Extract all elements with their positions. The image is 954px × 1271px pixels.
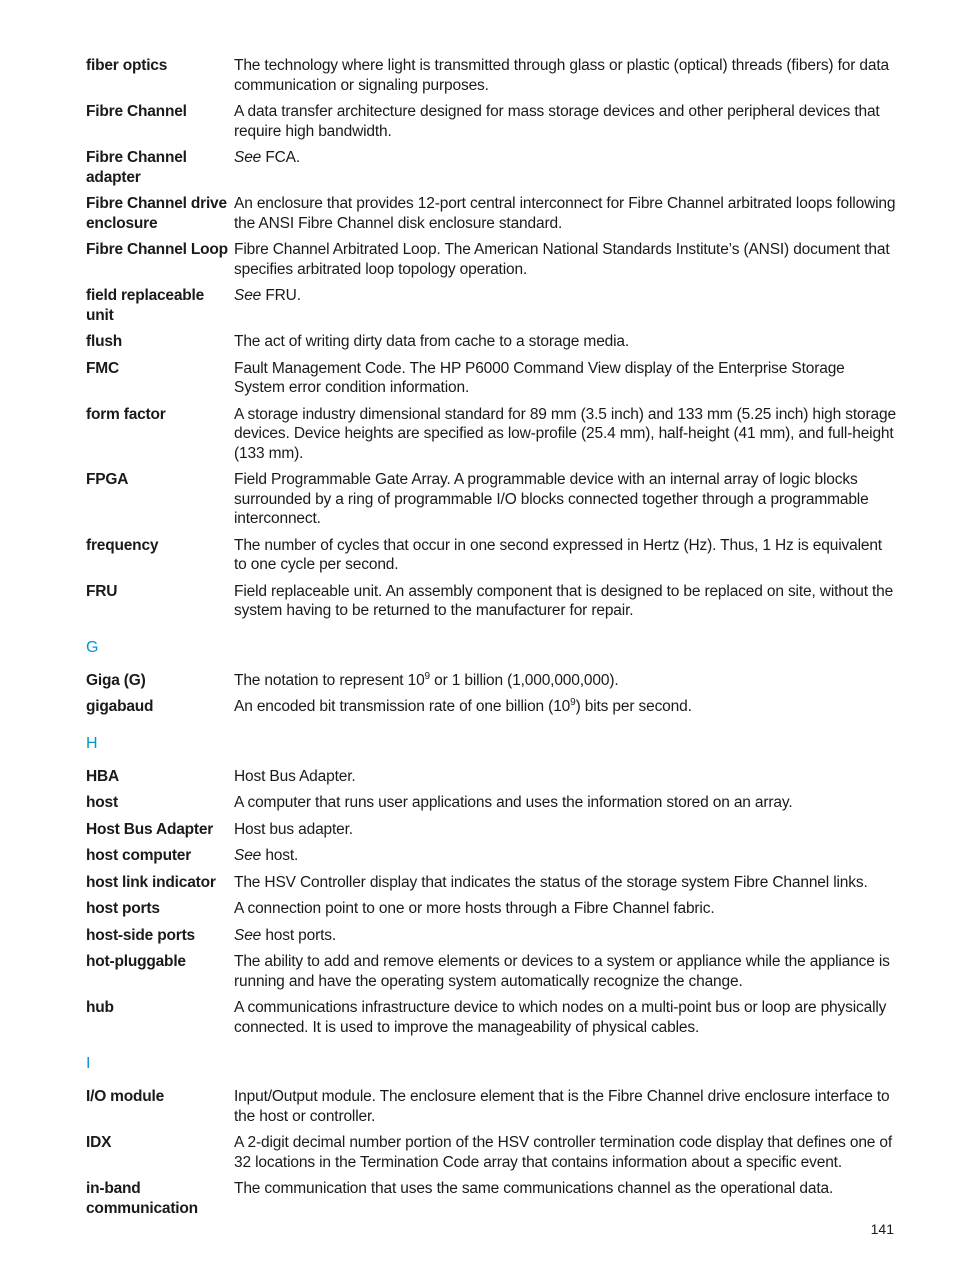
glossary-term: fiber optics xyxy=(86,57,168,74)
glossary-definition: The HSV Controller display that indicates the status of the storage system Fibre Channel links. xyxy=(234,873,868,891)
glossary-definition xyxy=(234,148,898,187)
glossary-entry xyxy=(86,899,898,919)
see-reference-label: See xyxy=(234,287,262,304)
glossary-definition: Field Programmable Gate Array. A programmable device with an internal array of logic blocks surrounded by a ring of programmable I/O blocks connected together through a programmable interconnect. xyxy=(234,471,869,527)
glossary-entry xyxy=(86,1133,898,1172)
section-heading-i: I xyxy=(86,1055,91,1072)
definition-text: or 1 billion (1,000,000,000). xyxy=(429,671,619,689)
glossary-term: I/O module xyxy=(86,1088,165,1105)
glossary-definition: The act of writing dirty data from cache to a storage media. xyxy=(234,333,630,350)
glossary-definition xyxy=(234,926,898,946)
glossary-entry xyxy=(86,148,898,187)
see-reference-target: FRU. xyxy=(265,287,301,304)
glossary-entry xyxy=(86,1179,898,1218)
glossary-definition: Host bus adapter. xyxy=(234,820,353,838)
glossary-definition: The communication that uses the same communications channel as the operational data. xyxy=(234,1180,834,1197)
glossary-term: IDX xyxy=(86,1134,112,1151)
glossary-entry xyxy=(86,820,898,840)
glossary-term: frequency xyxy=(86,536,159,554)
glossary-term: host-side ports xyxy=(86,926,195,944)
glossary-term: FPGA xyxy=(86,471,129,488)
glossary-entry xyxy=(86,405,898,464)
see-reference-target: host ports. xyxy=(265,926,337,944)
see-reference-target: FCA. xyxy=(265,149,301,166)
glossary-entry xyxy=(86,926,898,946)
glossary-entry xyxy=(86,846,898,866)
glossary-term: hot-pluggable xyxy=(86,953,186,970)
glossary-term: host link indicator xyxy=(86,873,216,891)
glossary-definition: Fault Management Code. The HP P6000 Command View display of the Enterprise Storage System error condition information. xyxy=(234,359,845,396)
glossary-entry xyxy=(86,536,898,575)
definition-text: ) bits per second. xyxy=(575,698,692,715)
exponent: 9 xyxy=(570,696,576,708)
glossary-term: field replaceable unit xyxy=(86,287,205,324)
glossary-entry xyxy=(86,697,898,717)
glossary-definition: A connection point to one or more hosts through a Fibre Channel fabric. xyxy=(234,900,715,917)
section-heading-g: G xyxy=(86,638,99,656)
glossary-definition: The number of cycles that occur in one second expressed in Hertz (Hz). Thus, 1 Hz is equivalent to one cycle per second. xyxy=(234,536,882,573)
glossary xyxy=(86,56,898,1225)
page-number: 141 xyxy=(870,1221,894,1237)
definition-text: An encoded bit transmission rate of one billion (10 xyxy=(234,698,571,715)
glossary-term: gigabaud xyxy=(86,698,154,715)
glossary-term: flush xyxy=(86,333,123,350)
glossary-entry xyxy=(86,286,898,325)
glossary-entry xyxy=(86,332,898,352)
glossary-entry xyxy=(86,56,898,95)
glossary-term: Fibre Channel Loop xyxy=(86,241,228,258)
glossary-definition: Field replaceable unit. An assembly component that is designed to be replaced on site, without the system having to be returned to the manufacturer for repair. xyxy=(234,582,894,619)
glossary-term: Host Bus Adapter xyxy=(86,820,214,838)
glossary-definition: Host Bus Adapter. xyxy=(234,767,356,785)
glossary-entry xyxy=(86,1087,898,1126)
glossary-definition: An enclosure that provides 12-port central interconnect for Fibre Channel arbitrated loops following the ANSI Fibre Channel disk enclosure standard. xyxy=(234,195,896,232)
glossary-entry xyxy=(86,102,898,141)
glossary-term: Fibre Channel adapter xyxy=(86,149,187,186)
definition-text: The notation to represent 10 xyxy=(234,671,425,689)
glossary-term: FMC xyxy=(86,359,119,377)
glossary-definition: Fibre Channel Arbitrated Loop. The American National Standards Institute’s (ANSI) document that specifies arbitrated loop topology operation. xyxy=(234,241,890,278)
glossary-term: HBA xyxy=(86,767,119,785)
glossary-entry xyxy=(86,470,898,529)
exponent: 9 xyxy=(424,670,430,682)
glossary-entry xyxy=(86,793,898,813)
glossary-term: Giga (G) xyxy=(86,671,146,689)
glossary-entry xyxy=(86,194,898,233)
glossary-entry xyxy=(86,998,898,1037)
glossary-definition: A communications infrastructure device to which nodes on a multi-point bus or loop are physically connected. It is used to improve the manageability of physical cables. xyxy=(234,999,887,1036)
glossary-term: host xyxy=(86,794,118,811)
glossary-term: form factor xyxy=(86,405,166,423)
glossary-definition: A computer that runs user applications and uses the information stored on an array. xyxy=(234,794,793,811)
glossary-entry xyxy=(86,767,898,787)
glossary-definition: A data transfer architecture designed for mass storage devices and other peripheral devices that require high bandwidth. xyxy=(234,103,880,140)
glossary-entry xyxy=(86,952,898,991)
glossary-term: hub xyxy=(86,999,114,1016)
glossary-term: Fibre Channel xyxy=(86,103,187,120)
glossary-definition xyxy=(234,671,898,691)
glossary-entry xyxy=(86,359,898,398)
glossary-definition xyxy=(234,697,898,717)
see-reference-label: See xyxy=(234,847,262,864)
glossary-entry xyxy=(86,873,898,893)
glossary-term: FRU xyxy=(86,582,118,600)
glossary-definition xyxy=(234,846,898,866)
glossary-definition: A 2-digit decimal number portion of the HSV controller termination code display that defines one of 32 locations in the Termination Code array that contains information about a specific event. xyxy=(234,1134,893,1171)
glossary-term: Fibre Channel drive enclosure xyxy=(86,195,227,232)
section-heading-h: H xyxy=(86,734,98,752)
see-reference-label: See xyxy=(234,926,262,944)
glossary-term: in-band communication xyxy=(86,1180,198,1217)
glossary-definition xyxy=(234,286,898,325)
glossary-definition: The ability to add and remove elements or devices to a system or appliance while the appliance is running and have the operating system automatically recognize the change. xyxy=(234,953,890,990)
glossary-definition: Input/Output module. The enclosure element that is the Fibre Channel drive enclosure interface to the host or controller. xyxy=(234,1088,890,1125)
see-reference-label: See xyxy=(234,149,262,166)
glossary-entry xyxy=(86,671,898,691)
glossary-entry xyxy=(86,582,898,621)
glossary-definition: The technology where light is transmitted through glass or plastic (optical) threads (fibers) for data communication or signaling purposes. xyxy=(234,57,889,94)
glossary-definition: A storage industry dimensional standard for 89 mm (3.5 inch) and 133 mm (5.25 inch) high storage devices. Device heights are specified as low-profile (25.4 mm), half-height (41 mm), and full-height (133 mm). xyxy=(234,405,896,462)
glossary-entry xyxy=(86,240,898,279)
see-reference-target: host. xyxy=(265,847,299,864)
glossary-term: host ports xyxy=(86,900,160,917)
glossary-term: host computer xyxy=(86,847,192,864)
